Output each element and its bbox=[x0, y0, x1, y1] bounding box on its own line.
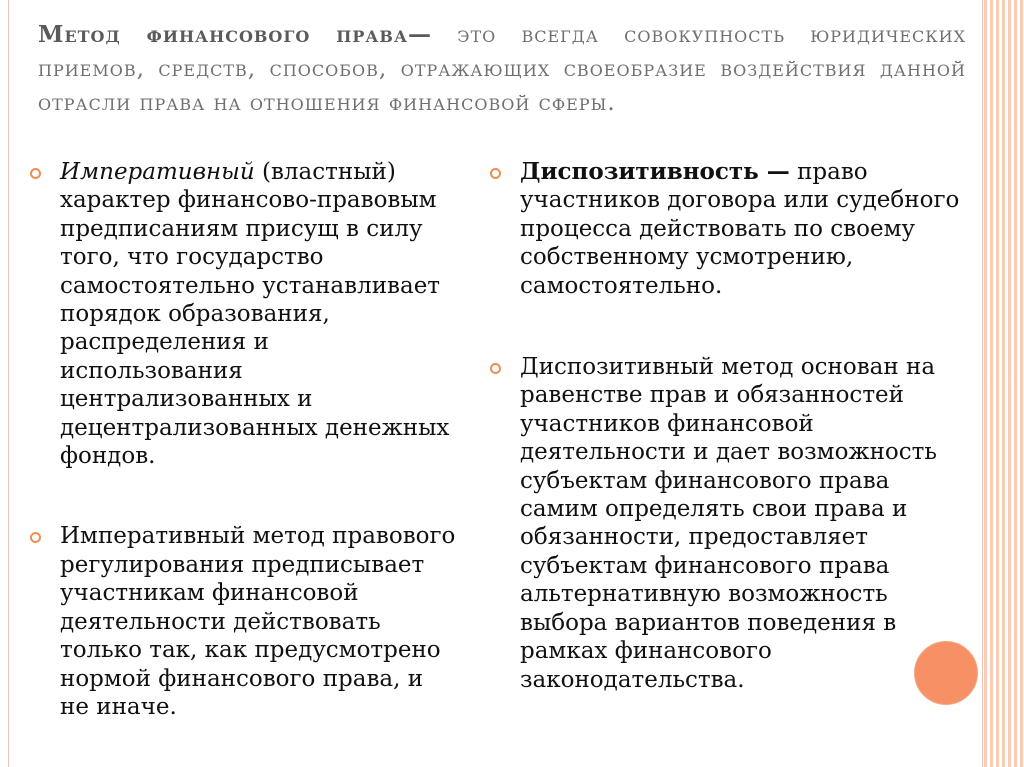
bullet-item-dispositivity bbox=[490, 158, 960, 300]
bullet-item-imperative-character bbox=[30, 158, 458, 470]
decorative-stripes bbox=[984, 0, 1024, 767]
bullet-ring-icon bbox=[490, 363, 501, 374]
left-column bbox=[30, 158, 458, 721]
bullet-ring-icon bbox=[490, 168, 501, 179]
dispositive-method-text: Диспозитивный метод основан на равенстве прав и обязанностей участников финансовой деятельности и дает возможность субъектам финансового права самим определять свои права и обязанности, предоставляет субъектам финансового права альтернативную возможность выбора вариантов поведения в рамках финансового законодательства. bbox=[520, 354, 937, 693]
imperative-description: (властный) характер финансово-правовым предписаниям присущ в силу того, что государство самостоятельно устанавливает порядок образования, распределения и использования централизованных и децентрализованных денежных фондов. bbox=[60, 159, 450, 470]
dispositivity-term: Диспозитивность — bbox=[520, 158, 790, 185]
imperative-term: Императивный bbox=[60, 159, 255, 185]
title-lead: Метод финансового права— bbox=[38, 21, 432, 48]
dispositivity-definition: право участников договора или судебного процесса действовать по своему собственному усмотрению, самостоятельно. bbox=[520, 159, 960, 299]
bullet-ring-icon bbox=[30, 168, 41, 179]
imperative-method-text: Императивный метод правового регулирования предписывает участникам финансовой деятельности действовать только так, как предусмотрено нормой финансового права, и не иначе. bbox=[60, 523, 456, 720]
decorative-orange-circle bbox=[914, 641, 978, 705]
slide-title bbox=[38, 18, 966, 120]
bullet-ring-icon bbox=[30, 532, 41, 543]
bullet-item-imperative-method bbox=[30, 522, 458, 721]
right-column bbox=[490, 158, 960, 694]
title-rest: это всегда совокупность юридических приемов, средств, способов, отражающих своеобразие воздействия данной отрасли права на отношения финансовой сферы. bbox=[38, 22, 966, 116]
bullet-item-dispositive-method bbox=[490, 353, 960, 694]
